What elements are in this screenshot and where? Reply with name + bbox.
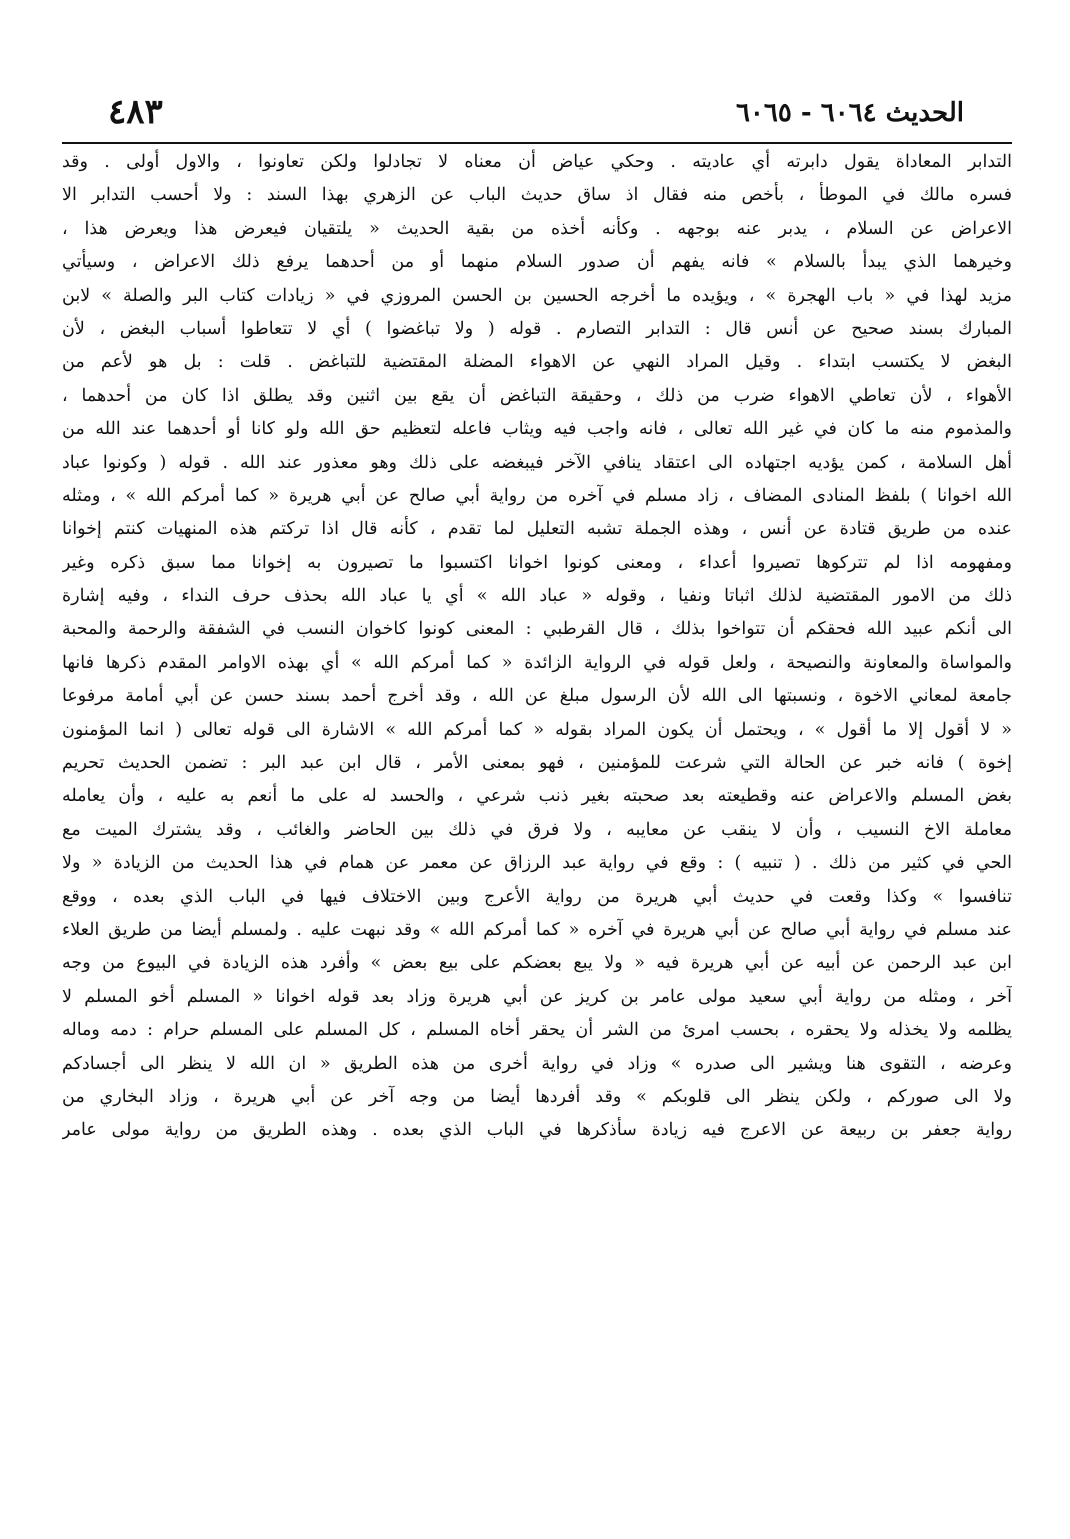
text-line: « لا أقول إلا ما أقول » ، ويحتمل أن يكون المراد بقوله « كما أمركم الله » الاشارة الى قوله تعالى ( انما المؤمنون: [62, 719, 1012, 740]
text-line: الحي في كثير من ذلك . ( تنبيه ) : وقع في رواية عبد الرزاق عن معمر عن همام في هذا الحديث من الزيادة « ولا: [62, 853, 1012, 874]
running-title: الحديث ٦٠٦٤ - ٦٠٦٥: [735, 98, 964, 128]
text-line: الى أنكم عبيد الله فحقكم أن تتواخوا بذلك ، قال القرطبي : المعنى كونوا كاخوان النسب في الشفقة والرحمة والمحبة: [62, 619, 1012, 640]
text-line: رواية جعفر بن ربيعة عن الاعرج فيه زيادة سأذكرها في الباب الذي بعده . وهذه الطريق من رواية مولى عامر: [62, 1120, 1012, 1141]
text-line: وخيرهما الذي يبدأ بالسلام » فانه يفهم أن صدور السلام منهما أو من أحدهما يرفع ذلك الاعراض ، وسيأتي: [62, 252, 1012, 273]
text-line: مزيد لهذا في « باب الهجرة » ، ويؤيده ما أخرجه الحسين بن الحسن المروزي في « زيادات كتاب البر والصلة » لابن: [62, 285, 1012, 306]
text-line: تنافسوا » وكذا وقعت في حديث أبي هريرة من رواية الأعرج وبين الاختلاف فيها في الباب الذي بعده ، ووقع: [62, 886, 1012, 907]
text-line: جامعة لمعاني الاخوة ، ونسبتها الى الله لأن الرسول مبلغ عن الله ، وقد أخرج أحمد بسند حسن عن أبي أمامة مرفوعا: [62, 686, 1012, 707]
text-line: الأهواء ، لأن تعاطي الاهواء ضرب من ذلك ، وحقيقة التباغض أن يقع بين اثنين وقد يطلق اذا كان من أحدهما ،: [62, 385, 1012, 406]
text-line: أهل السلامة ، كمن يؤديه اجتهاده الى اعتقاد ينافي الآخر فيبغضه على ذلك وهو معذور عند الله . قوله ( وكونوا عباد: [62, 452, 1012, 473]
text-line: البغض لا يكتسب ابتداء . وقيل المراد النهي عن الاهواء المضلة المقتضية للتباغض . قلت : بل هو لأعم من: [62, 352, 1012, 373]
text-line: ذلك من الامور المقتضية لذلك اثباتا ونفيا ، وقوله « عباد الله » أي يا عباد الله بحذف حرف النداء ، وفيه إشارة: [62, 586, 1012, 607]
page-header: [62, 88, 1012, 144]
text-line: الاعراض عن السلام ، يدبر عنه بوجهه . وكأنه أخذه من بقية الحديث « يلتقيان فيعرض هذا ويعرض هذا ،: [62, 218, 1012, 239]
body-text: [62, 146, 1012, 1148]
text-line: التدابر المعاداة يقول دابرته أي عاديته . وحكي عياض أن معناه لا تجادلوا ولكن تعاونوا ، والاول أولى . وقد: [62, 152, 1012, 172]
book-page: [62, 88, 1012, 1508]
text-line: ابن عبد الرحمن عن أبيه عن أبي هريرة فيه « ولا يبع بعضكم على بيع بعض » وأفرد هذه الزيادة في البيوع من وجه: [62, 953, 1012, 974]
text-line: فسره مالك في الموطأ ، بأخص منه فقال اذ ساق حديث الباب عن الزهري بهذا السند : ولا أحسب التدابر الا: [62, 185, 1012, 206]
text-line: يظلمه ولا يخذله ولا يحقره ، بحسب امرئ من الشر أن يحقر أخاه المسلم ، كل المسلم على المسلم حرام : دمه وماله: [62, 1020, 1012, 1041]
text-line: والمواساة والمعاونة والنصيحة ، ولعل قوله في الرواية الزائدة « كما أمركم الله » أي بهذه الاوامر المقدم ذكرها فانها: [62, 652, 1012, 673]
text-line: معاملة الاخ النسيب ، وأن لا ينقب عن معايبه ، ولا فرق في ذلك بين الحاضر والغائب ، وقد يشترك الميت مع: [62, 819, 1012, 840]
text-line: عنده من طريق قتادة عن أنس ، وهذه الجملة تشبه التعليل لما تقدم ، كأنه قال اذا تركتم هذه المنهيات كنتم إخوانا: [62, 519, 1012, 540]
page-number: ٤٨٣: [108, 92, 163, 132]
text-line: إخوة ) فانه خبر عن الحالة التي شرعت للمؤمنين ، فهو بمعنى الأمر ، قال ابن عبد البر : تضمن الحديث تحريم: [62, 753, 1012, 774]
text-line: وعرضه ، التقوى هنا ويشير الى صدره » وزاد في رواية أخرى من هذه الطريق « ان الله لا ينظر الى أجسادكم: [62, 1053, 1012, 1074]
text-line: والمذموم منه ما كان في غير الله تعالى ، فانه واجب فيه ويثاب فاعله لتعظيم حق الله ولو كانا أو أحدهما عند الله من: [62, 419, 1012, 440]
text-line: عند مسلم في رواية أبي صالح عن أبي هريرة في آخره « كما أمركم الله » وقد نبهت عليه . ولمسلم أيضا من طريق العلاء: [62, 919, 1012, 940]
text-line: الله اخوانا ) بلفظ المنادى المضاف ، زاد مسلم في آخره من رواية أبي صالح عن أبي هريرة « كما أمركم الله » ، ومثله: [62, 485, 1012, 506]
text-line: المبارك بسند صحيح عن أنس قال : التدابر التصارم . قوله ( ولا تباغضوا ) أي لا تتعاطوا أسباب البغض ، لأن: [62, 318, 1012, 339]
text-line: ولا الى صوركم ، ولكن ينظر الى قلوبكم » وقد أفردها أيضا من وجه آخر عن أبي هريرة ، وزاد البخاري من: [62, 1086, 1012, 1107]
text-line: آخر ، ومثله من رواية أبي سعيد مولى عامر بن كريز عن أبي هريرة وزاد بعد قوله اخوانا « المسلم أخو المسلم لا: [62, 986, 1012, 1007]
text-line: بغض المسلم والاعراض عنه وقطيعته بعد صحبته بغير ذنب شرعي ، والحسد له على ما أنعم به عليه ، وأن يعامله: [62, 786, 1012, 807]
text-line: ومفهومه اذا لم تتركوها تصيروا أعداء ، ومعنى كونوا اخوانا اكتسبوا ما تصيرون به إخوانا مما سبق ذكره وغير: [62, 552, 1012, 573]
